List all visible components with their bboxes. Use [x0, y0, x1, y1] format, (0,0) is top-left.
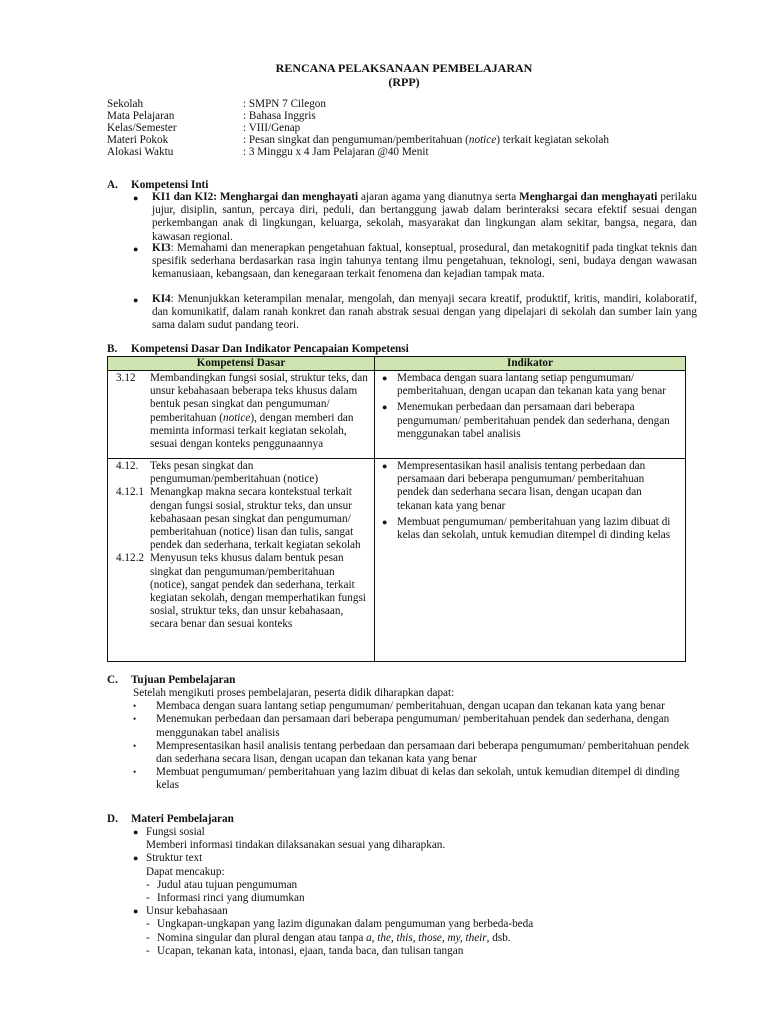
- list-item: - Ungkapan-ungkapan yang lazim digunakan dalam pengumuman yang berbeda-beda: [146, 918, 534, 931]
- section-d-heading: D. Materi Pembelajaran: [107, 813, 234, 825]
- materi-struktur-text: ● Struktur text: [133, 852, 203, 865]
- bullet-icon: ●: [382, 516, 388, 527]
- bullet-icon: ●: [133, 906, 139, 917]
- indikator-item: ● Membuat pengumuman/ pemberitahuan yang lazim dibuat di kelas dan sekolah, untuk kemudian ditempel di dinding kelas: [382, 515, 671, 542]
- bullet-icon: •: [133, 767, 137, 778]
- indikator-cell-2: [375, 459, 686, 662]
- kd-item-4-12-2: 4.12.2 Menyusun teks khusus dalam bentuk pesan singkat dan pengumuman/pemberitahuan (notice), sangat pendek dan sederhana, terkait kegiatan sekolah, dengan memperhatikan fungsi sosial, struktur teks, dan unsur kebahasaan, secara benar dan sesuai konteks: [116, 552, 366, 631]
- col-header-indikator: Indikator: [375, 357, 686, 371]
- bullet-icon: ●: [133, 827, 139, 837]
- info-row-mapel: Mata Pelajaran : Bahasa Inggris: [107, 110, 316, 123]
- indikator-item: ● Membaca dengan suara lantang setiap pengumuman/ pemberitahuan, dengan ucapan dan tekanan kata yang benar: [382, 372, 666, 398]
- indikator-item: ● Menemukan perbedaan dan persamaan dari beberapa pengumuman/ pemberitahuan pendek dan sederhana, dengan menggunakan tabel analisis: [382, 401, 670, 440]
- kd-cell-4-12: [108, 459, 375, 662]
- ki1-ki2-item: KI1 dan KI2: Menghargai dan menghayati ajaran agama yang dianutnya serta Menghargai dan menghayati perilaku jujur, disiplin, santun, percaya diri, peduli, dan bertanggung jawab dalam berinteraksi secara efektif sesuai dengan perkembangan anak di lingkungan, keluarga, sekolah, masyarakat dan lingkungan alam sekitar, bangsa, negara, dan kawasan regional.: [152, 191, 698, 243]
- bullet-icon: ●: [133, 244, 139, 254]
- document-subtitle: (RPP): [388, 75, 420, 89]
- document-title: RENCANA PELAKSANAAN PEMBELAJARAN: [275, 61, 533, 75]
- list-item: - Nomina singular dan plural dengan atau tanpa a, the, this, those, my, their, dsb.: [146, 931, 511, 944]
- bullet-icon: ●: [133, 853, 139, 864]
- list-item: - Ucapan, tekanan kata, intonasi, ejaan, tanda baca, dan tulisan tangan: [146, 944, 464, 957]
- indikator-item: ● Mempresentasikan hasil analisis tentang perbedaan dan persamaan dari beberapa pengumuman/ pemberitahuan pendek dan sederhana secara lisan, dengan ucapan dan tekanan kata yang benar: [382, 460, 646, 512]
- bullet-icon: •: [133, 740, 137, 751]
- tujuan-item: • Membaca dengan suara lantang setiap pengumuman/ pemberitahuan, dengan ucapan dan tekanan kata yang benar: [133, 700, 665, 713]
- col-header-kd: Kompetensi Dasar: [108, 357, 375, 371]
- section-b-heading: B. Kompetensi Dasar Dan Indikator Pencapaian Kompetensi: [107, 343, 409, 355]
- ki3-item: KI3: Memahami dan menerapkan pengetahuan faktual, konseptual, prosedural, dan metakognitif pada tingkat teknis dan spesifik sederhana berdasarkan rasa ingin tahunya tentang ilmu pengetahuan, teknologi, seni, budaya dengan wawasan kemanusiaan, kebangsaan, dan kenegaraan terkait fenomena dan kejadian tampak mata.: [152, 242, 697, 281]
- kd-item-4-12: 4.12. Teks pesan singkat dan pengumuman/pemberitahuan (notice): [116, 460, 319, 486]
- bullet-icon: •: [133, 714, 137, 725]
- section-c-heading: C. Tujuan Pembelajaran: [107, 674, 236, 686]
- ki4-item: KI4: Menunjukkan keterampilan menalar, mengolah, dan menyaji secara kreatif, produktif, kritis, mandiri, kolaboratif, dan komunikatif, dalam ranah konkret dan ranah abstrak sesuai dengan yang dipelajari di sekolah dan sumber lain yang sama dalam sudut pandang teori.: [152, 293, 697, 332]
- list-item: - Informasi rinci yang diumumkan: [146, 892, 305, 905]
- info-row-kelas: Kelas/Semester : VIII/Genap: [107, 122, 301, 135]
- tujuan-item: • Membuat pengumuman/ pemberitahuan yang lazim dibuat di kelas dan sekolah, untuk kemudian ditempel di dinding kelas: [133, 766, 680, 792]
- bullet-icon: •: [133, 701, 137, 712]
- kd-item-4-12-1: 4.12.1 Menangkap makna secara kontekstual terkait dengan fungsi sosial, struktur teks, dan unsur kebahasaan pesan singkat dan pengumuman/ pemberitahuan (notice) lisan dan tulis, sangat pendek dan sederhana, terkait kegiatan sekolah: [116, 486, 361, 552]
- tujuan-list: [133, 687, 693, 793]
- info-row-sekolah: Sekolah : SMPN 7 Cilegon: [107, 98, 326, 110]
- bullet-icon: ●: [382, 461, 388, 471]
- tujuan-item: • Mempresentasikan hasil analisis tentang perbedaan dan persamaan dari beberapa pengumuman/ pemberitahuan pendek dan sederhana secara lisan, dengan ucapan dan tekanan kata yang benar: [133, 739, 690, 766]
- kd-cell-3-12: 3.12 Membandingkan fungsi sosial, struktur teks, dan unsur kebahasaan beberapa teks khusus dalam bentuk pesan singkat dan pengumuman/ pemberitahuan (notice), dengan memberi dan meminta informasi terkait kegiatan sekolah, sesuai dengan konteks penggunaannya: [108, 371, 375, 459]
- info-row-materi: Materi Pokok : Pesan singkat dan pengumuman/pemberitahuan (notice) terkait kegiatan sekolah: [107, 134, 609, 147]
- kd-indikator-table: [107, 356, 686, 662]
- section-a-heading: A. Kompetensi Inti: [107, 179, 209, 191]
- info-row-alokasi: Alokasi Waktu : 3 Minggu x 4 Jam Pelajaran @40 Menit: [107, 146, 429, 159]
- indikator-cell-1: [375, 371, 686, 459]
- materi-list: ● Fungsi sosial Memberi informasi tindakan dilaksanakan sesuai yang diharapkan. ● Struktur text Dapat mencakup: - Judul atau tujuan pengumuman - Informasi rinci yang diumumkan ● Unsur kebahasaan - Ungkapan-ungkapan yang lazim digunakan dalam pengumuman yang berbeda-beda - Nomina singular dan plural dengan atau tanpa a, the, this, those, my, their, dsb. - Ucapan, tekanan kata, intonasi, ejaan, tanda baca, dan tulisan tangan: [133, 826, 693, 958]
- bullet-icon: ●: [382, 402, 388, 413]
- bullet-icon: ●: [382, 373, 388, 383]
- identity-block: [107, 98, 609, 158]
- bullet-icon: ●: [133, 295, 139, 305]
- materi-fungsi-sosial: ● Fungsi sosial: [133, 826, 205, 838]
- tujuan-item: • Menemukan perbedaan dan persamaan dari beberapa pengumuman/ pemberitahuan pendek dan sederhana, dengan menggunakan tabel analisis: [133, 713, 670, 739]
- materi-unsur-kebahasaan: ● Unsur kebahasaan: [133, 905, 228, 918]
- tujuan-intro: Setelah mengikuti proses pembelajaran, peserta didik diharapkan dapat:: [133, 687, 455, 699]
- list-item: - Judul atau tujuan pengumuman: [146, 878, 298, 891]
- bullet-icon: ●: [133, 193, 139, 203]
